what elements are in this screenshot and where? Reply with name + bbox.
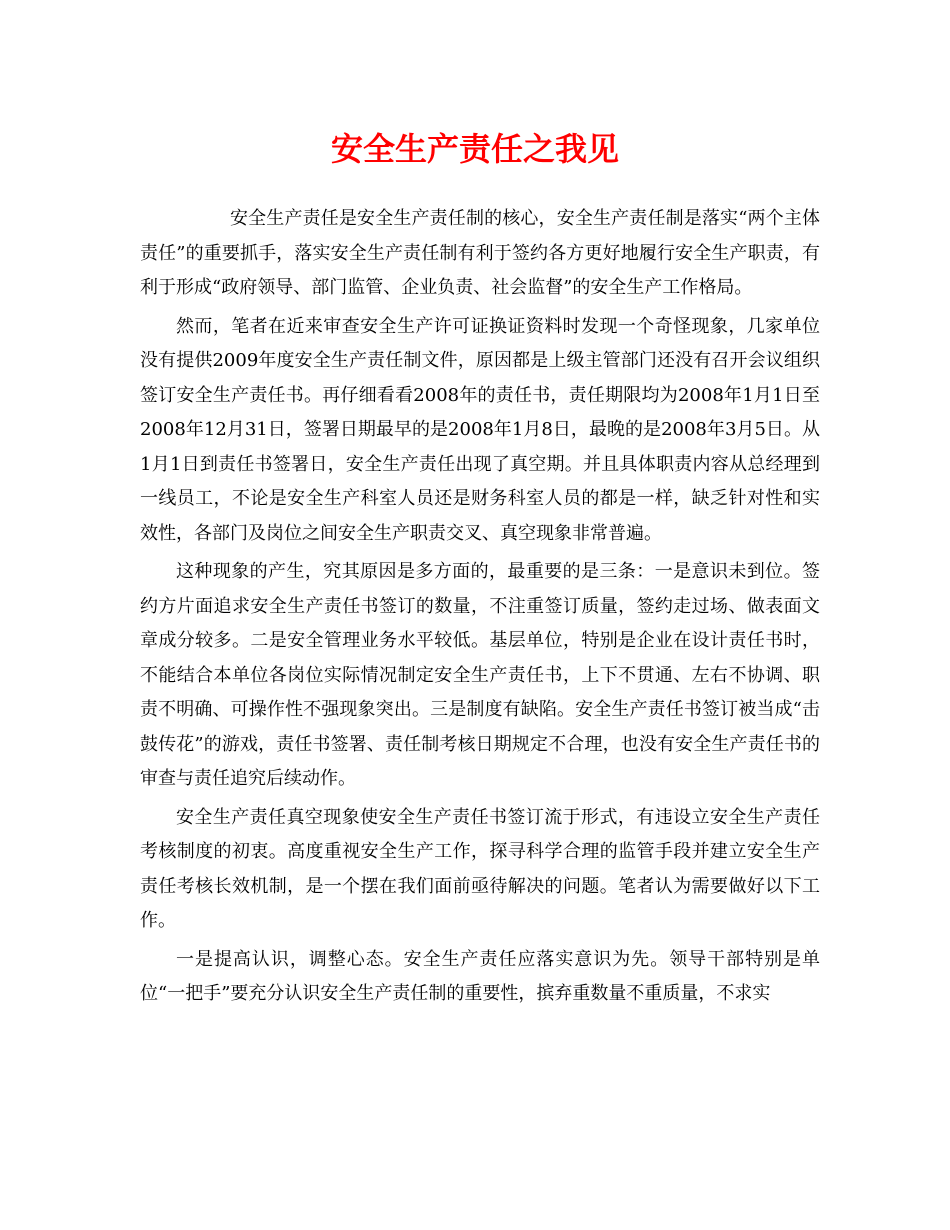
document-title: 安全生产责任之我见 xyxy=(330,130,619,168)
paragraph-4: 安全生产责任真空现象使安全生产责任书签订流于形式，有违设立安全生产责任考核制度的初衷。高度重视安全生产工作，探寻科学合理的监管手段并建立安全生产责任考核长效机制，是一个摆在我们面前亟待解决的问题。笔者认为需要做好以下工作。 xyxy=(140,806,820,931)
document-body xyxy=(140,202,820,1016)
paragraph-3: 这种现象的产生，究其原因是多方面的，最重要的是三条：一是意识未到位。签约方片面追求安全生产责任书签订的数量，不注重签订质量，签约走过场、做表面文章成分较多。二是安全管理业务水平较低。基层单位，特别是企业在设计责任书时，不能结合本单位各岗位实际情况制定安全生产责任书，上下不贯通、左右不协调、职责不明确、可操作性不强现象突出。三是制度有缺陷。安全生产责任书签订被当成“击鼓传花”的游戏，责任书签署、责任制考核日期规定不合理，也没有安全生产责任书的审查与责任追究后续动作。 xyxy=(140,561,820,789)
paragraph-1: 安全生产责任是安全生产责任制的核心，安全生产责任制是落实“两个主体责任”的重要抓手，落实安全生产责任制有利于签约各方更好地履行安全生产职责，有利于形成“政府领导、部门监管、企业负责、社会监督”的安全生产工作格局。 xyxy=(140,208,820,298)
paragraph-2: 然而，笔者在近来审查安全生产许可证换证资料时发现一个奇怪现象，几家单位没有提供2009年度安全生产责任制文件，原因都是上级主管部门还没有召开会议组织签订安全生产责任书。再仔细看看2008年的责任书，责任期限均为2008年1月1日至2008年12月31日，签署日期最早的是2008年1月8日，最晚的是2008年3月5日。从1月1日到责任书签署日，安全生产责任出现了真空期。并且具体职责内容从总经理到一线员工，不论是安全生产科室人员还是财务科室人员的都是一样，缺乏针对性和实效性，各部门及岗位之间安全生产职责交叉、真空现象非常普遍。 xyxy=(140,315,820,544)
paragraph-5: 一是提高认识，调整心态。安全生产责任应落实意识为先。领导干部特别是单位“一把手”要充分认识安全生产责任制的重要性，摈弃重数量不重质量，不求实 xyxy=(140,948,820,1004)
